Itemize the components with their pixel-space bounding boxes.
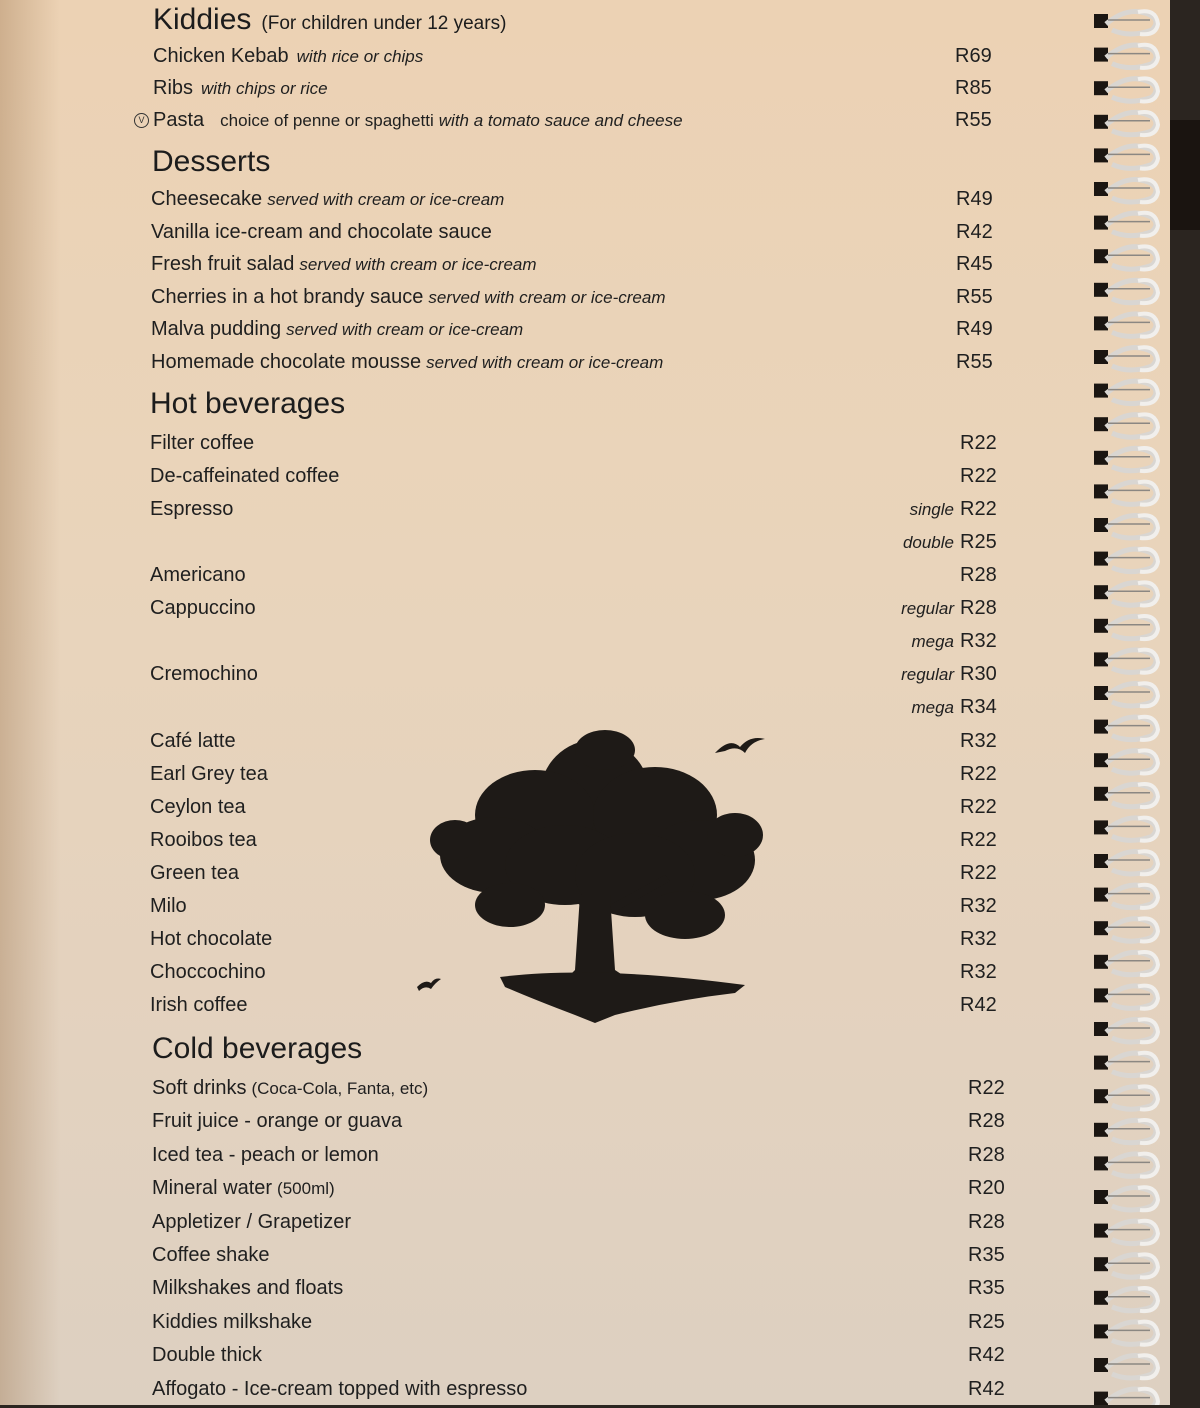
item-price: R20: [968, 1177, 1005, 1200]
binding-ring: [1094, 650, 1158, 673]
menu-item: [150, 564, 1006, 594]
binding-ring: [1094, 1120, 1158, 1143]
item-name: Coffee shake: [152, 1244, 270, 1266]
item-price: R35: [968, 1277, 1005, 1300]
item-price: R32: [960, 894, 997, 917]
binding-ring: [1094, 482, 1158, 505]
binding-ring: [1094, 1221, 1158, 1244]
menu-item: [152, 1244, 1014, 1274]
menu-item: [152, 1344, 1014, 1374]
item-name: Fresh fruit salad: [151, 253, 295, 275]
item-note: (Coca-Cola, Fanta, etc): [251, 1079, 429, 1098]
menu-item-size-variant: [150, 531, 1006, 561]
item-price: R85: [955, 77, 992, 99]
item-price: R22: [960, 498, 997, 521]
binding-ring: [1094, 213, 1158, 236]
item-name: Soft drinks: [152, 1077, 247, 1099]
menu-item: [150, 597, 1006, 627]
item-price: R32: [960, 729, 997, 752]
menu-item: [153, 77, 1001, 107]
menu-item: [152, 1311, 1014, 1341]
item-price: R35: [968, 1244, 1005, 1266]
menu-item: [152, 1144, 1014, 1174]
item-price: R22: [960, 861, 997, 884]
binding-ring: [1094, 952, 1158, 975]
item-price: R69: [955, 45, 992, 67]
item-price: R42: [956, 221, 993, 243]
item-name: Vanilla ice-cream and chocolate sauce: [151, 221, 492, 243]
item-name: Double thick: [152, 1344, 263, 1367]
item-price: R22: [960, 432, 997, 454]
item-name: Cremochino: [150, 663, 258, 686]
item-name: Irish coffee: [150, 994, 248, 1017]
item-price: R55: [956, 351, 993, 373]
item-price: R42: [960, 994, 997, 1017]
menu-item: [151, 318, 1002, 348]
binding-ring: [1094, 986, 1158, 1009]
item-price: R25: [968, 1310, 1005, 1333]
binding-ring: [1094, 280, 1158, 303]
binding-ring: [1094, 179, 1158, 202]
item-price: R28: [968, 1143, 1005, 1166]
binding-ring: [1094, 717, 1158, 740]
item-size: mega: [911, 632, 954, 652]
item-name: Ceylon tea: [150, 795, 246, 818]
item-name: Americano: [150, 564, 246, 587]
section-title: Hot beverages: [150, 387, 346, 420]
binding-ring: [1094, 347, 1158, 370]
menu-item: [150, 432, 1006, 462]
oak-tree-with-birds-icon: [415, 725, 775, 1035]
item-price: R55: [955, 109, 992, 131]
menu-item: [151, 221, 1002, 251]
binding-ring: [1094, 515, 1158, 538]
binding-ring: [1094, 818, 1158, 841]
menu-item: [152, 1211, 1014, 1241]
item-name: Chicken Kebab: [153, 45, 289, 67]
item-name: Milo: [150, 894, 187, 917]
item-description: choice of penne or spaghetti: [220, 111, 434, 130]
menu-item: [152, 1177, 1014, 1207]
binding-ring: [1094, 314, 1158, 337]
item-name: Choccochino: [150, 960, 266, 983]
menu-item: [151, 253, 1002, 283]
item-name: Iced tea - peach or lemon: [152, 1143, 379, 1166]
section-title: Cold beverages: [152, 1032, 363, 1065]
binding-ring: [1094, 11, 1158, 34]
menu-item-size-variant: [150, 696, 1006, 726]
item-name: Cheesecake: [151, 188, 263, 210]
item-price: R32: [960, 960, 997, 983]
item-name: Mineral water: [152, 1177, 273, 1200]
item-description: with rice or chips: [296, 47, 424, 66]
item-name: Fruit juice - orange or guava: [152, 1110, 403, 1133]
item-name: Rooibos tea: [150, 828, 257, 851]
item-name: Pasta: [153, 109, 205, 131]
item-price: R22: [968, 1077, 1005, 1099]
item-price: R22: [960, 465, 997, 488]
item-size: double: [902, 533, 954, 553]
item-note: (500ml): [277, 1179, 335, 1199]
item-price: R28: [968, 1110, 1005, 1133]
menu-item: [152, 1378, 1014, 1408]
item-price: R49: [956, 318, 993, 340]
item-price: R49: [956, 188, 993, 210]
section-title: Desserts: [152, 145, 271, 178]
item-name: Green tea: [150, 861, 239, 884]
menu-item: [152, 1277, 1014, 1307]
section-heading-hot-beverages: [150, 387, 345, 421]
binding-ring: [1094, 112, 1158, 135]
item-name: Homemade chocolate mousse: [151, 351, 422, 373]
item-description: with chips or rice: [201, 79, 328, 98]
item-price: R25: [960, 531, 997, 554]
section-heading-cold-beverages: [152, 1032, 362, 1066]
binding-ring: [1094, 246, 1158, 269]
item-price: R55: [956, 286, 993, 308]
item-size: regular: [901, 665, 954, 685]
item-name: Ribs: [153, 77, 194, 99]
binding-ring: [1094, 885, 1158, 908]
item-price: R42: [968, 1344, 1005, 1367]
binding-ring: [1094, 448, 1158, 471]
binding-ring: [1094, 381, 1158, 404]
binding-ring: [1094, 1187, 1158, 1210]
binding-ring: [1094, 1086, 1158, 1109]
item-price: R30: [960, 663, 997, 686]
binding-ring: [1094, 1254, 1158, 1277]
item-name: Cappuccino: [150, 597, 256, 620]
item-price: R32: [960, 927, 997, 950]
binding-ring: [1094, 1389, 1158, 1405]
section-title: Kiddies: [153, 3, 252, 36]
item-size: mega: [911, 698, 954, 718]
binding-ring: [1094, 78, 1158, 101]
menu-item: [138, 109, 1001, 139]
item-name: Milkshakes and floats: [152, 1277, 344, 1300]
item-size: single: [909, 500, 954, 520]
menu-item: [150, 663, 1006, 693]
menu-item: [150, 465, 1006, 495]
item-description: with a tomato sauce and cheese: [438, 111, 683, 130]
binding-ring: [1094, 1053, 1158, 1076]
item-price: R42: [968, 1377, 1005, 1400]
item-description: served with cream or ice-cream: [299, 255, 537, 274]
binding-ring: [1094, 851, 1158, 874]
item-price: R28: [968, 1210, 1005, 1233]
binding-ring: [1094, 784, 1158, 807]
menu-item: [150, 498, 1006, 528]
binding-ring: [1094, 616, 1158, 639]
item-name: Filter coffee: [150, 432, 255, 454]
binding-ring: [1094, 750, 1158, 773]
item-description: served with cream or ice-cream: [426, 353, 664, 372]
item-name: Cherries in a hot brandy sauce: [151, 286, 424, 308]
section-subtitle: (For children under 12 years): [261, 13, 507, 34]
menu-item: [151, 188, 1002, 218]
item-price: R34: [960, 696, 997, 719]
binding-ring: [1094, 146, 1158, 169]
menu-item: [152, 1110, 1014, 1140]
menu-item: [151, 351, 1002, 381]
item-name: Malva pudding: [151, 318, 282, 340]
item-price: R22: [960, 762, 997, 785]
item-description: served with cream or ice-cream: [267, 190, 505, 209]
binding-ring: [1094, 1322, 1158, 1345]
item-price: R45: [956, 253, 993, 275]
item-size: regular: [901, 599, 954, 619]
item-description: served with cream or ice-cream: [428, 288, 666, 307]
item-price: R22: [960, 795, 997, 818]
item-name: Hot chocolate: [150, 927, 273, 950]
item-name: Espresso: [150, 498, 234, 521]
item-price: R28: [960, 597, 997, 620]
binding-ring: [1094, 45, 1158, 68]
binding-ring: [1094, 1355, 1158, 1378]
item-name: Appletizer / Grapetizer: [152, 1210, 351, 1233]
item-name: Earl Grey tea: [150, 762, 268, 785]
spiral-binding: [1090, 0, 1200, 1405]
item-name: Kiddies milkshake: [152, 1310, 313, 1333]
menu-item-size-variant: [150, 630, 1006, 660]
binding-ring: [1094, 1154, 1158, 1177]
item-price: R28: [960, 564, 997, 587]
binding-ring: [1094, 1288, 1158, 1311]
menu-item: [151, 286, 1002, 316]
binding-ring: [1094, 549, 1158, 572]
section-heading-desserts: [152, 145, 270, 179]
menu-item: [153, 45, 1001, 75]
item-price: R32: [960, 630, 997, 653]
menu-item: [152, 1077, 1014, 1107]
item-name: De-caffeinated coffee: [150, 465, 340, 488]
section-heading-kiddies: [153, 3, 506, 37]
item-name: Café latte: [150, 729, 236, 752]
binding-ring: [1094, 414, 1158, 437]
binding-ring: [1094, 683, 1158, 706]
item-price: R22: [960, 828, 997, 851]
binding-ring: [1094, 1019, 1158, 1042]
binding-ring: [1094, 582, 1158, 605]
binding-ring: [1094, 918, 1158, 941]
item-description: served with cream or ice-cream: [286, 320, 524, 339]
item-name: Affogato - Ice-cream topped with espresso: [152, 1377, 528, 1400]
vegetarian-icon: V: [134, 113, 149, 128]
